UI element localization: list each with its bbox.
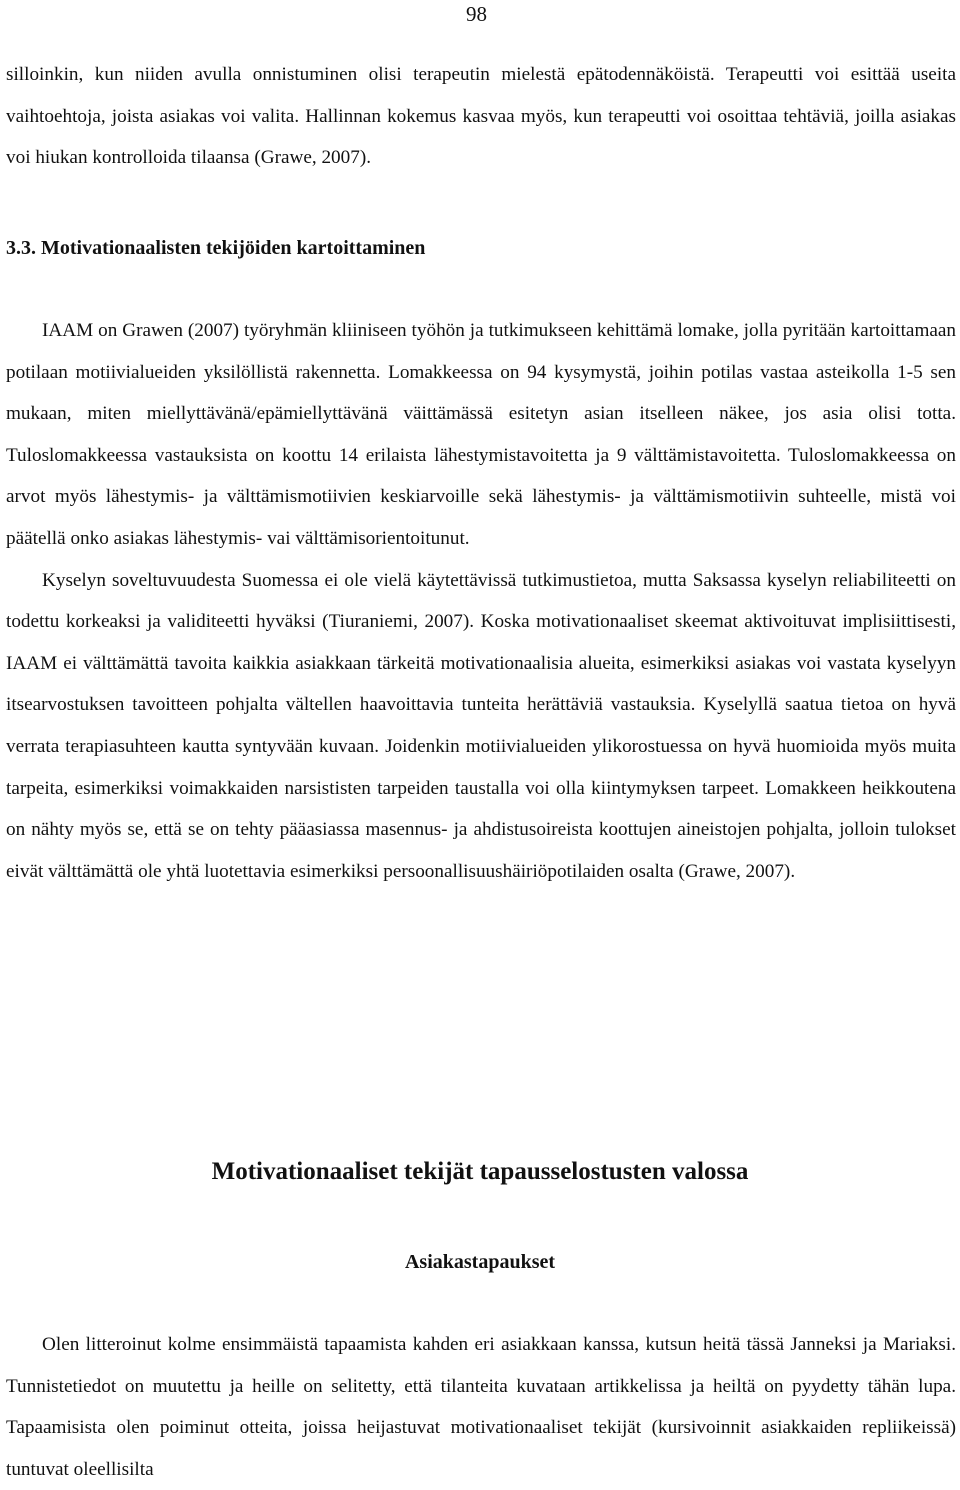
chapter-heading: Motivationaaliset tekijät tapausselostusten valossa (211, 1158, 749, 1185)
section-paragraph-1: IAAM on Grawen (2007) työryhmän kliiniseen työhön ja tutkimukseen kehittämä lomake, jolla pyritään kartoittamaan potilaan motiivialueiden yksilöllistä rakennetta. Lomakkeessa on 94 kysymystä, joihin potilas vastaa asteikolla 1-5 sen mukaan, miten miellyttävänä/epämiellyttävänä väittämässä esitetyn asian itselleen näkee, jos asia olisi totta. Tuloslomakkeessa vastauksista on koottu 14 erilaista lähestymistavoitetta ja 9 välttämistavoitetta. Tuloslomakkeessa on arvot myös lähestymis- ja välttämismotiivien keskiarvoille sekä lähestymis- ja välttämismotiivin suhteelle, mistä voi päätellä onko asiakas lähestymis- vai välttämisorientoitunut. (6, 320, 956, 549)
section-paragraph-2: Kyselyn soveltuvuudesta Suomessa ei ole vielä käytettävissä tutkimustietoa, mutta Saksassa kyselyn reliabiliteetti on todettu korkeaksi ja validiteetti hyväksi (Tiuraniemi, 2007). Koska motivationaaliset skeemat aktivoituvat implisiittisesti, IAAM ei välttämättä tavoita kaikkia asiakkaan tärkeitä motivationaalisia alueita, esimerkiksi asiakas voi vastata kyselyyn itsearvostuksen tavoitteen pohjalta vältellen haavoittavia tunteita herättäviä vastauksia. Kyselyllä saatua tietoa on hyvä verrata terapiasuhteen kautta syntyvään kuvaan. Joidenkin motiivialueiden ylikorostuessa on hyvä huomioida myös muita tarpeita, esimerkiksi voimakkaiden narsististen tarpeiden taustalla voi olla kiintymyksen tarpeet. Lomakkeen heikkoutena on nähty myös se, että se on tehty pääasiassa masennus- ja ahdistusoireista koottujen aineistojen pohjalta, jolloin tulokset eivät välttämättä ole yhtä luotettavia esimerkiksi persoonallisuushäiriöpotilaiden osalta (Grawe, 2007). (6, 569, 956, 882)
page-number: 98 (466, 2, 487, 26)
closing-paragraph: Olen litteroinut kolme ensimmäistä tapaamista kahden eri asiakkaan kanssa, kutsun heitä tässä Janneksi ja Mariaksi. Tunnistetiedot on muutettu ja heille on selitetty, että tilanteita kuvataan artikkelissa ja heiltä on pyydetty tähän lupa. Tapaamisista olen poiminut otteita, joissa heijastuvat motivationaaliset tekijät (kursivoinnit asiakkaiden repliikeissä) tuntuvat oleellisilta (6, 1334, 956, 1480)
section-body (6, 310, 956, 892)
section-heading: 3.3. Motivationaalisten tekijöiden kartoittaminen (6, 237, 426, 259)
sub-heading: Asiakastapaukset (404, 1251, 556, 1273)
intro-paragraph: silloinkin, kun niiden avulla onnistuminen olisi terapeutin mielestä epätodennäköistä. Terapeutti voi esittää useita vaihtoehtoja, joista asiakas voi valita. Hallinnan kokemus kasvaa myös, kun terapeutti voi osoittaa tehtäviä, joilla asiakas voi hiukan kontrolloida tilaansa (Grawe, 2007). (6, 64, 956, 169)
